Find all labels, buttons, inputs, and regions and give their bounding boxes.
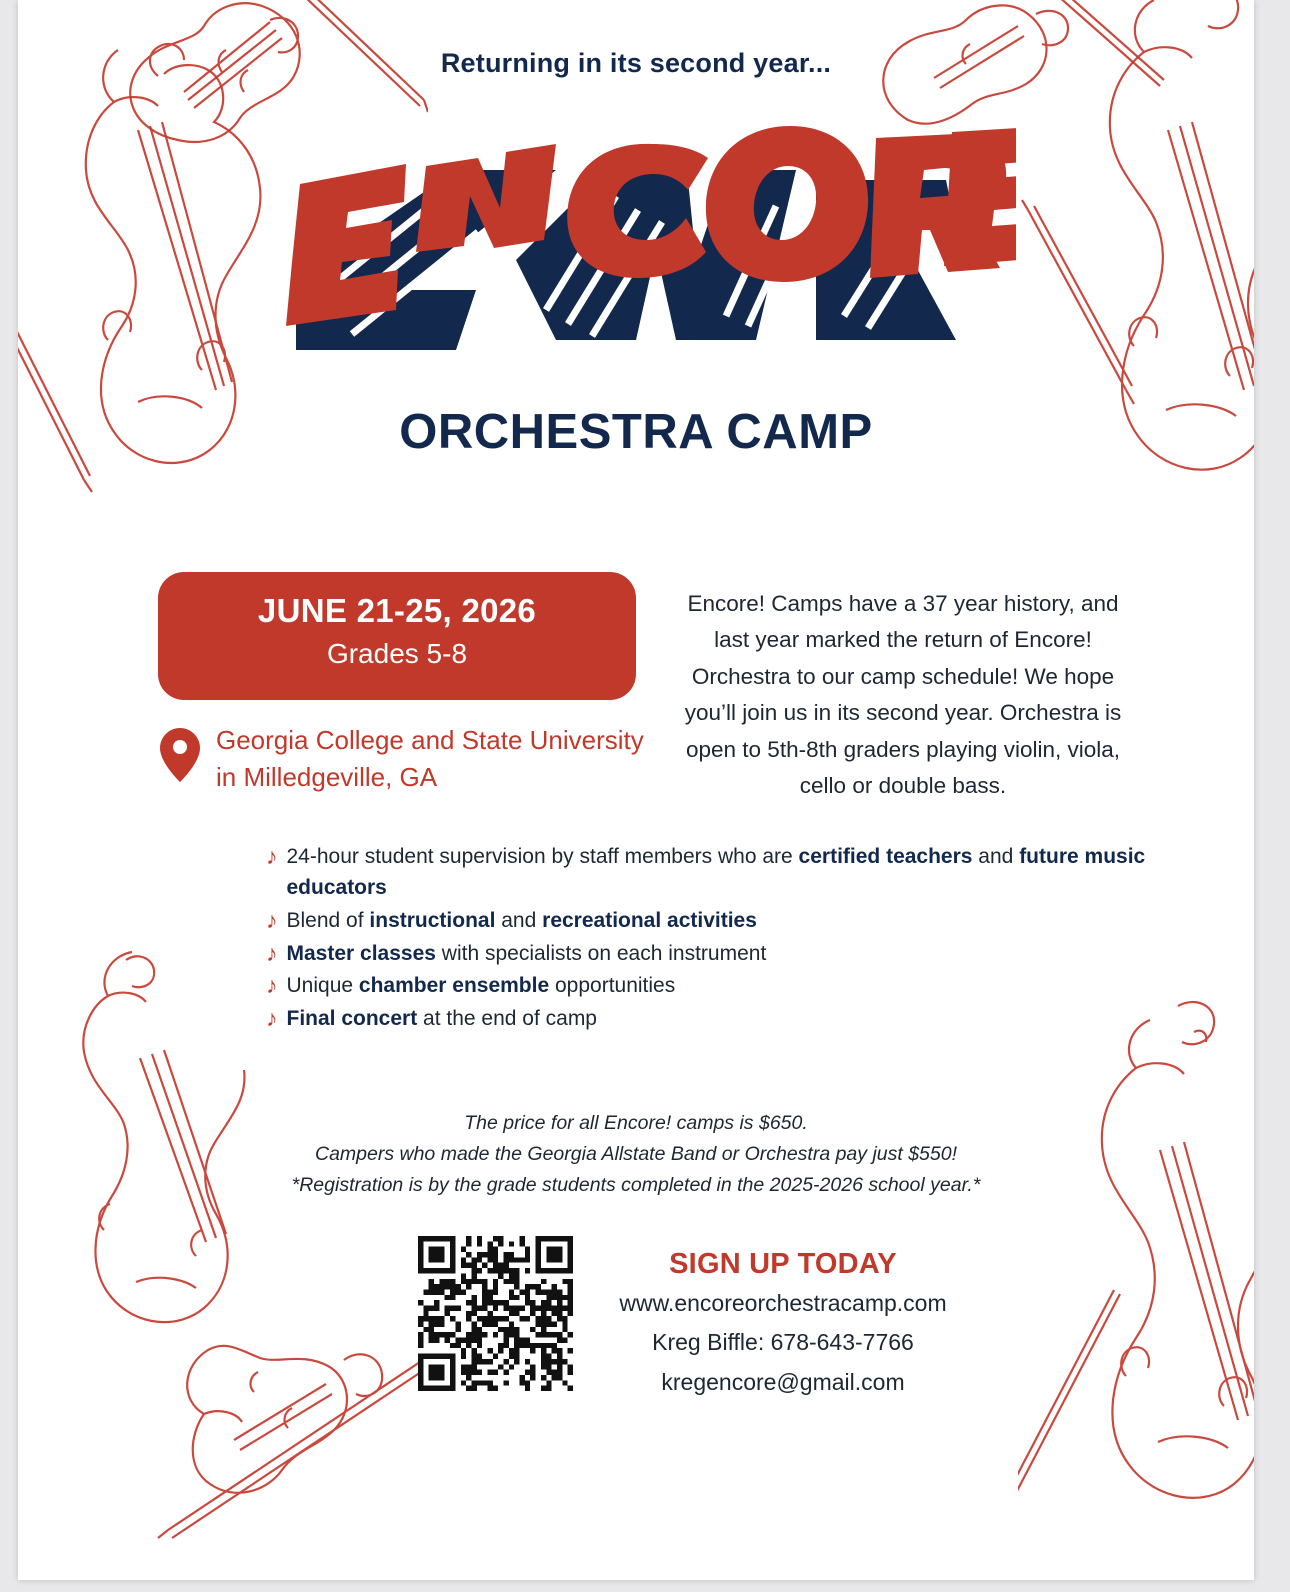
feature-list-item-text: 24-hour student supervision by staff members who are certified teachers and future music educators bbox=[286, 845, 1146, 899]
double-bass-art-right bbox=[978, 0, 1254, 550]
price-note-line: Campers who made the Georgia Allstate Band or Orchestra pay just $550! bbox=[314, 1142, 958, 1165]
location-block bbox=[158, 722, 658, 796]
music-note-icon: ♪ bbox=[266, 906, 278, 933]
camp-dates: JUNE 21-25, 2026 bbox=[257, 592, 537, 629]
date-badge bbox=[158, 572, 636, 700]
feature-list-item bbox=[266, 842, 1146, 904]
signup-contact: Kreg Biffle: 678-643-7766 bbox=[652, 1329, 914, 1356]
feature-list-item bbox=[266, 1004, 1146, 1035]
tagline: Returning in its second year... bbox=[440, 48, 832, 78]
page-title: ORCHESTRA CAMP bbox=[399, 405, 873, 459]
cello-art-bottom-right bbox=[1018, 990, 1254, 1570]
intro-paragraph: Encore! Camps have a 37 year history, and last year marked the return of Encore! Orchestra to our camp schedule! We hope you’ll join us in its second year. Orchestra is open to 5th-8th graders playing violin, viola, cello or double bass. bbox=[684, 591, 1122, 799]
map-pin-icon bbox=[158, 726, 202, 784]
signup-title: SIGN UP TODAY bbox=[669, 1248, 897, 1280]
signup-website[interactable]: www.encoreorchestracamp.com bbox=[619, 1290, 947, 1316]
qr-code[interactable] bbox=[418, 1236, 573, 1391]
flyer-page bbox=[18, 0, 1254, 1580]
signup-block bbox=[593, 1248, 973, 1399]
feature-list-item-text: Final concert at the end of camp bbox=[286, 1007, 597, 1031]
feature-list bbox=[266, 842, 1146, 1037]
feature-list-item bbox=[266, 971, 1146, 1002]
feature-list-item-text: Unique chamber ensemble opportunities bbox=[286, 974, 676, 998]
location-text: Georgia College and State University in Milledgeville, GA bbox=[216, 725, 644, 792]
music-note-icon: ♪ bbox=[266, 843, 278, 869]
music-note-icon: ♪ bbox=[266, 1005, 278, 1032]
camp-grades: Grades 5-8 bbox=[326, 638, 468, 669]
music-note-icon: ♪ bbox=[266, 939, 278, 966]
feature-list-item bbox=[266, 906, 1146, 937]
feature-list-item-text: Master classes with specialists on each instrument bbox=[286, 941, 767, 965]
price-note-line: The price for all Encore! camps is $650. bbox=[464, 1112, 808, 1134]
price-note-line: *Registration is by the grade students completed in the 2025-2026 school year.* bbox=[291, 1173, 981, 1196]
feature-list-item-text: Blend of instructional and recreational activities bbox=[286, 908, 757, 932]
music-note-icon: ♪ bbox=[266, 972, 278, 999]
price-note bbox=[18, 1108, 1254, 1200]
encore-logo bbox=[256, 110, 1016, 380]
feature-list-item bbox=[266, 939, 1146, 970]
signup-email[interactable]: kregencore@gmail.com bbox=[661, 1368, 905, 1395]
